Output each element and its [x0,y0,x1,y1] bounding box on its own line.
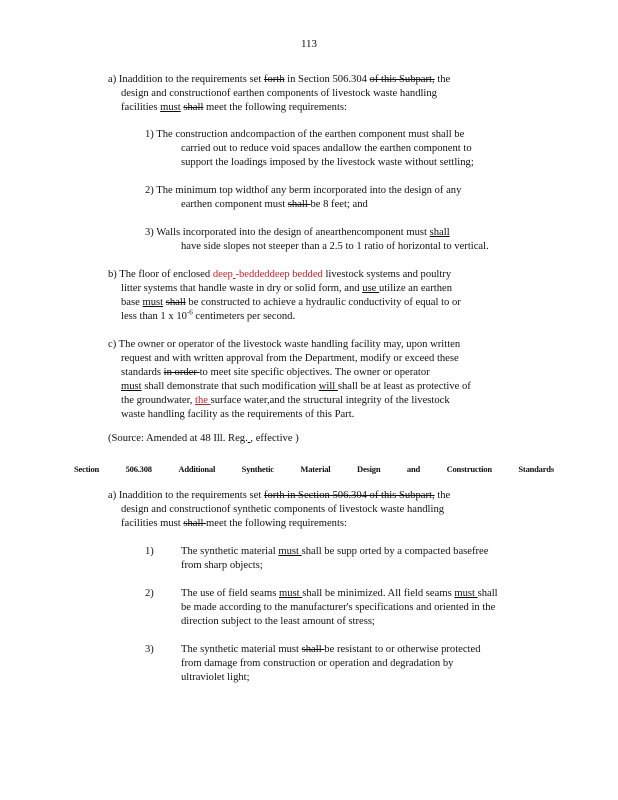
item-number: 2) [145,588,154,599]
heading-word: Design [357,464,381,474]
synthetic-item-2 [145,587,540,629]
para-a2-line3: facilities must shall meet the following requirements: [121,518,347,529]
item-line: The synthetic material must shall be resistant to or otherwise protected [181,644,481,655]
item-number: 1) [145,546,154,557]
para-b-line3: base must shall be constructed to achieve a hydraulic conductivity of equal to or [121,297,461,308]
item-1-construction [145,128,530,170]
para-a-line3: facilities must shall meet the following requirements: [121,102,347,113]
para-a-line1: a) Inaddition to the requirements set forth in Section 506.304 of this Subpart, the [108,74,451,85]
heading-word: Material [300,464,331,474]
item-2-line2: earthen component must shall be 8 feet; and [181,199,368,210]
heading-word: Synthetic [241,464,274,474]
source-note: (Source: Amended at 48 Ill. Reg. , effective ) [108,433,299,444]
section-heading [74,462,554,476]
para-c-line6: waste handling facility as the requirements of this Part. [121,409,355,420]
item-line: The synthetic material must shall be supp orted by a compacted basefree [181,546,489,557]
item-3-line2: have side slopes not steeper than a 2.5 to 1 ratio of horizontal to vertical. [181,241,489,252]
para-a-line2: design and constructionof earthen components of livestock waste handling [121,88,437,99]
item-line: ultraviolet light; [181,672,250,683]
item-3-walls [145,226,530,254]
item-2-berm [145,184,530,212]
paragraph-a-earthen [108,73,528,115]
item-2-line1: 2) The minimum top widthof any berm incorporated into the design of any [145,185,462,196]
para-c-line2: request and with written approval from the Department, modify or exceed these [121,353,459,364]
paragraph-c-owner [108,338,528,422]
para-c-line5: the groundwater, the surface water,and the structural integrity of the livestock [121,395,450,406]
synthetic-item-3 [145,643,540,685]
item-line: from sharp objects; [181,560,263,571]
heading-word: Additional [178,464,216,474]
page-number: 113 [300,38,318,50]
para-b-line4: less than 1 x $10^{-6}$ centimeters per second. [121,308,296,322]
paragraph-b-floor [108,268,528,324]
item-number: 3) [145,644,154,655]
heading-word: and [406,464,421,474]
item-1-line3: support the loadings imposed by the livestock waste without settling; [181,157,474,168]
heading-word: 506.308 [125,464,152,474]
paragraph-a-synthetic [108,489,528,531]
item-1-line2: carried out to reduce void spaces andallow the earthen component to [181,143,472,154]
para-c-line4: must shall demonstrate that such modification will shall be at least as protective of [121,381,471,392]
para-b-line1: b) The floor of enclosed deep -beddeddeep bedded livestock systems and poultry [108,269,452,280]
item-3-line1: 3) Walls incorporated into the design of anearthencomponent must shall [145,227,450,238]
para-a2-line1: a) Inaddition to the requirements set forth in Section 506.304 of this Subpart, the [108,490,451,501]
para-c-line1: c) The owner or operator of the livestock waste handling facility may, upon written [108,339,461,350]
item-line: be made according to the manufacturer's specifications and oriented in the [181,602,496,613]
para-a2-line2: design and constructionof synthetic components of livestock waste handling [121,504,445,515]
para-b-line2: litter systems that handle waste in dry or solid form, and use utilize an earthen [121,283,452,294]
synthetic-item-1 [145,545,540,573]
heading-word: Construction [446,464,492,474]
item-line: The use of field seams must shall be minimized. All field seams must shall [181,588,498,599]
item-1-line1: 1) The construction andcompaction of the earthen component must shall be [145,129,465,140]
item-line: direction subject to the least amount of stress; [181,616,375,627]
item-line: from damage from construction or operation and degradation by [181,658,454,669]
para-c-line3: standards in order to meet site specific objectives. The owner or operator [121,367,430,378]
heading-word: Section [74,464,100,474]
heading-word: Standards [518,464,554,474]
